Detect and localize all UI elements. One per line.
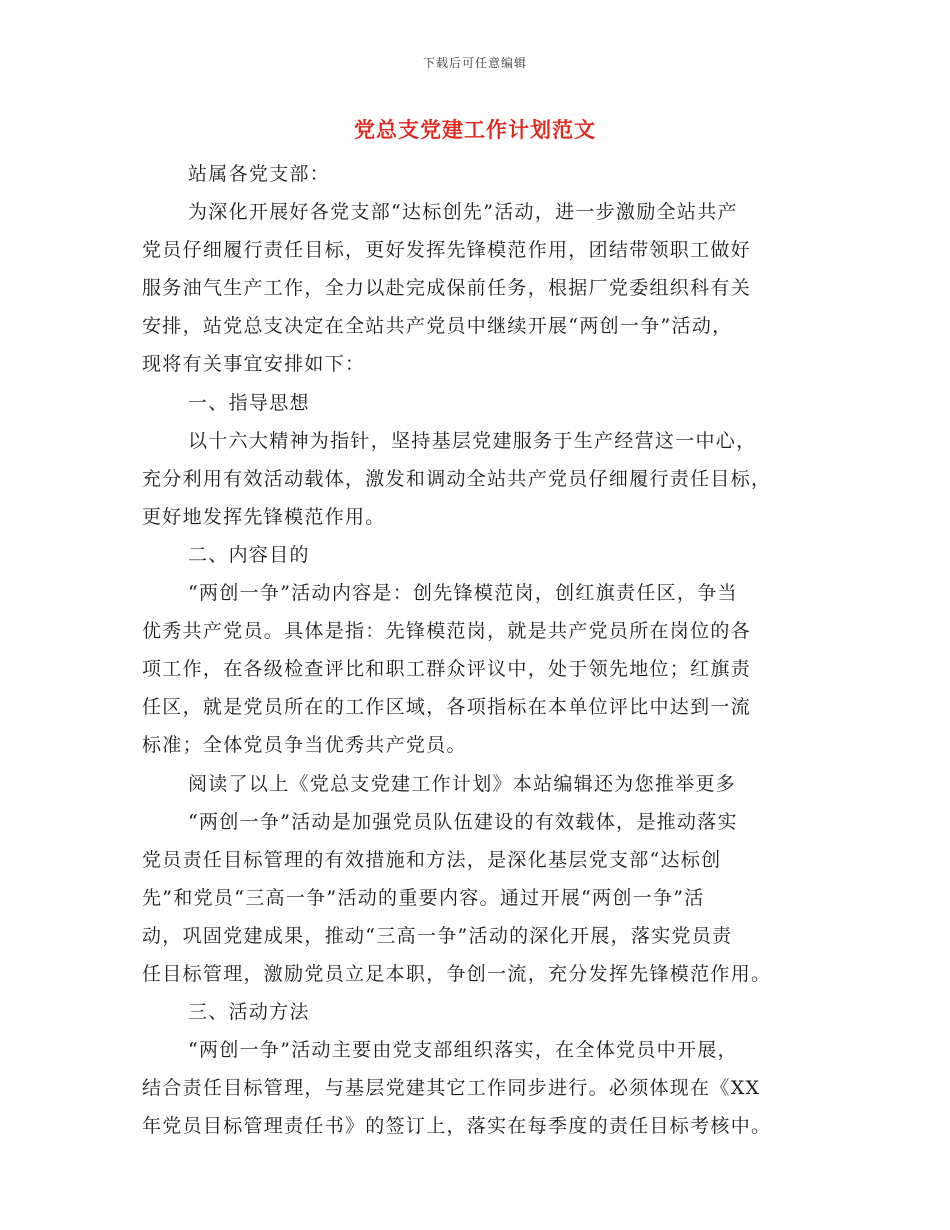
- body-line: 阅读了以上《党总支党建工作计划》本站编辑还为您推举更多: [188, 772, 737, 795]
- body-line: 标准；全体党员争当优秀共产党员。: [142, 734, 467, 757]
- section-heading: 二、内容目的: [188, 543, 310, 566]
- body-line: “两创一争”活动主要由党支部组织落实，在全体党员中开展，: [188, 1039, 738, 1062]
- body-line: 为深化开展好各党支部“达标创先”活动，进一步激励全站共产: [188, 201, 738, 224]
- body-line: 服务油气生产工作，全力以赴完成保前任务，根据厂党委组织科有关: [142, 277, 752, 300]
- body-line: 更好地发挥先锋模范作用。: [142, 505, 386, 528]
- body-line: 动，巩固党建成果，推动“三高一争”活动的深化开展，落实党员责: [142, 924, 733, 947]
- body-line: 充分利用有效活动载体，激发和调动全站共产党员仔细履行责任目标，: [142, 467, 772, 490]
- body-line: 优秀共产党员。具体是指：先锋模范岗，就是共产党员所在岗位的各: [142, 620, 752, 643]
- body-line: “两创一争”活动内容是：创先锋模范岗，创红旗责任区，争当: [188, 582, 738, 605]
- body-line: 年党员目标管理责任书》的签订上，落实在每季度的责任目标考核中。: [142, 1115, 772, 1138]
- section-heading: 三、活动方法: [188, 1001, 310, 1024]
- body-line: 党员责任目标管理的有效措施和方法，是深化基层党支部“达标创: [142, 848, 722, 871]
- document-title: 党总支党建工作计划范文: [354, 117, 596, 142]
- header-note: 下载后可任意编辑: [422, 56, 527, 70]
- document-body: [142, 155, 810, 1145]
- body-line: 任区，就是党员所在的工作区域，各项指标在本单位评比中达到一流: [142, 696, 752, 719]
- body-line: 党员仔细履行责任目标，更好发挥先锋模范作用，团结带领职工做好: [142, 239, 752, 262]
- body-line: “两创一争”活动是加强党员队伍建设的有效载体，是推动落实: [188, 810, 738, 833]
- body-line: 结合责任目标管理，与基层党建其它工作同步进行。必须体现在《XX: [142, 1077, 761, 1100]
- body-line: 以十六大精神为指针，坚持基层党建服务于生产经营这一中心，: [188, 429, 757, 452]
- body-line: 安排，站党总支决定在全站共产党员中继续开展“两创一争”活动，: [142, 315, 733, 338]
- body-line: 现将有关事宜安排如下：: [142, 353, 366, 376]
- body-line: 先”和党员“三高一争”活动的重要内容。通过开展“两创一争”活: [142, 886, 705, 909]
- body-line: 站属各党支部：: [188, 163, 331, 185]
- section-heading: 一、指导思想: [188, 391, 310, 414]
- body-line: 项工作，在各级检查评比和职工群众评议中，处于领先地位；红旗责: [142, 658, 752, 681]
- body-line: 任目标管理，激励党员立足本职，争创一流，充分发挥先锋模范作用。: [142, 962, 772, 985]
